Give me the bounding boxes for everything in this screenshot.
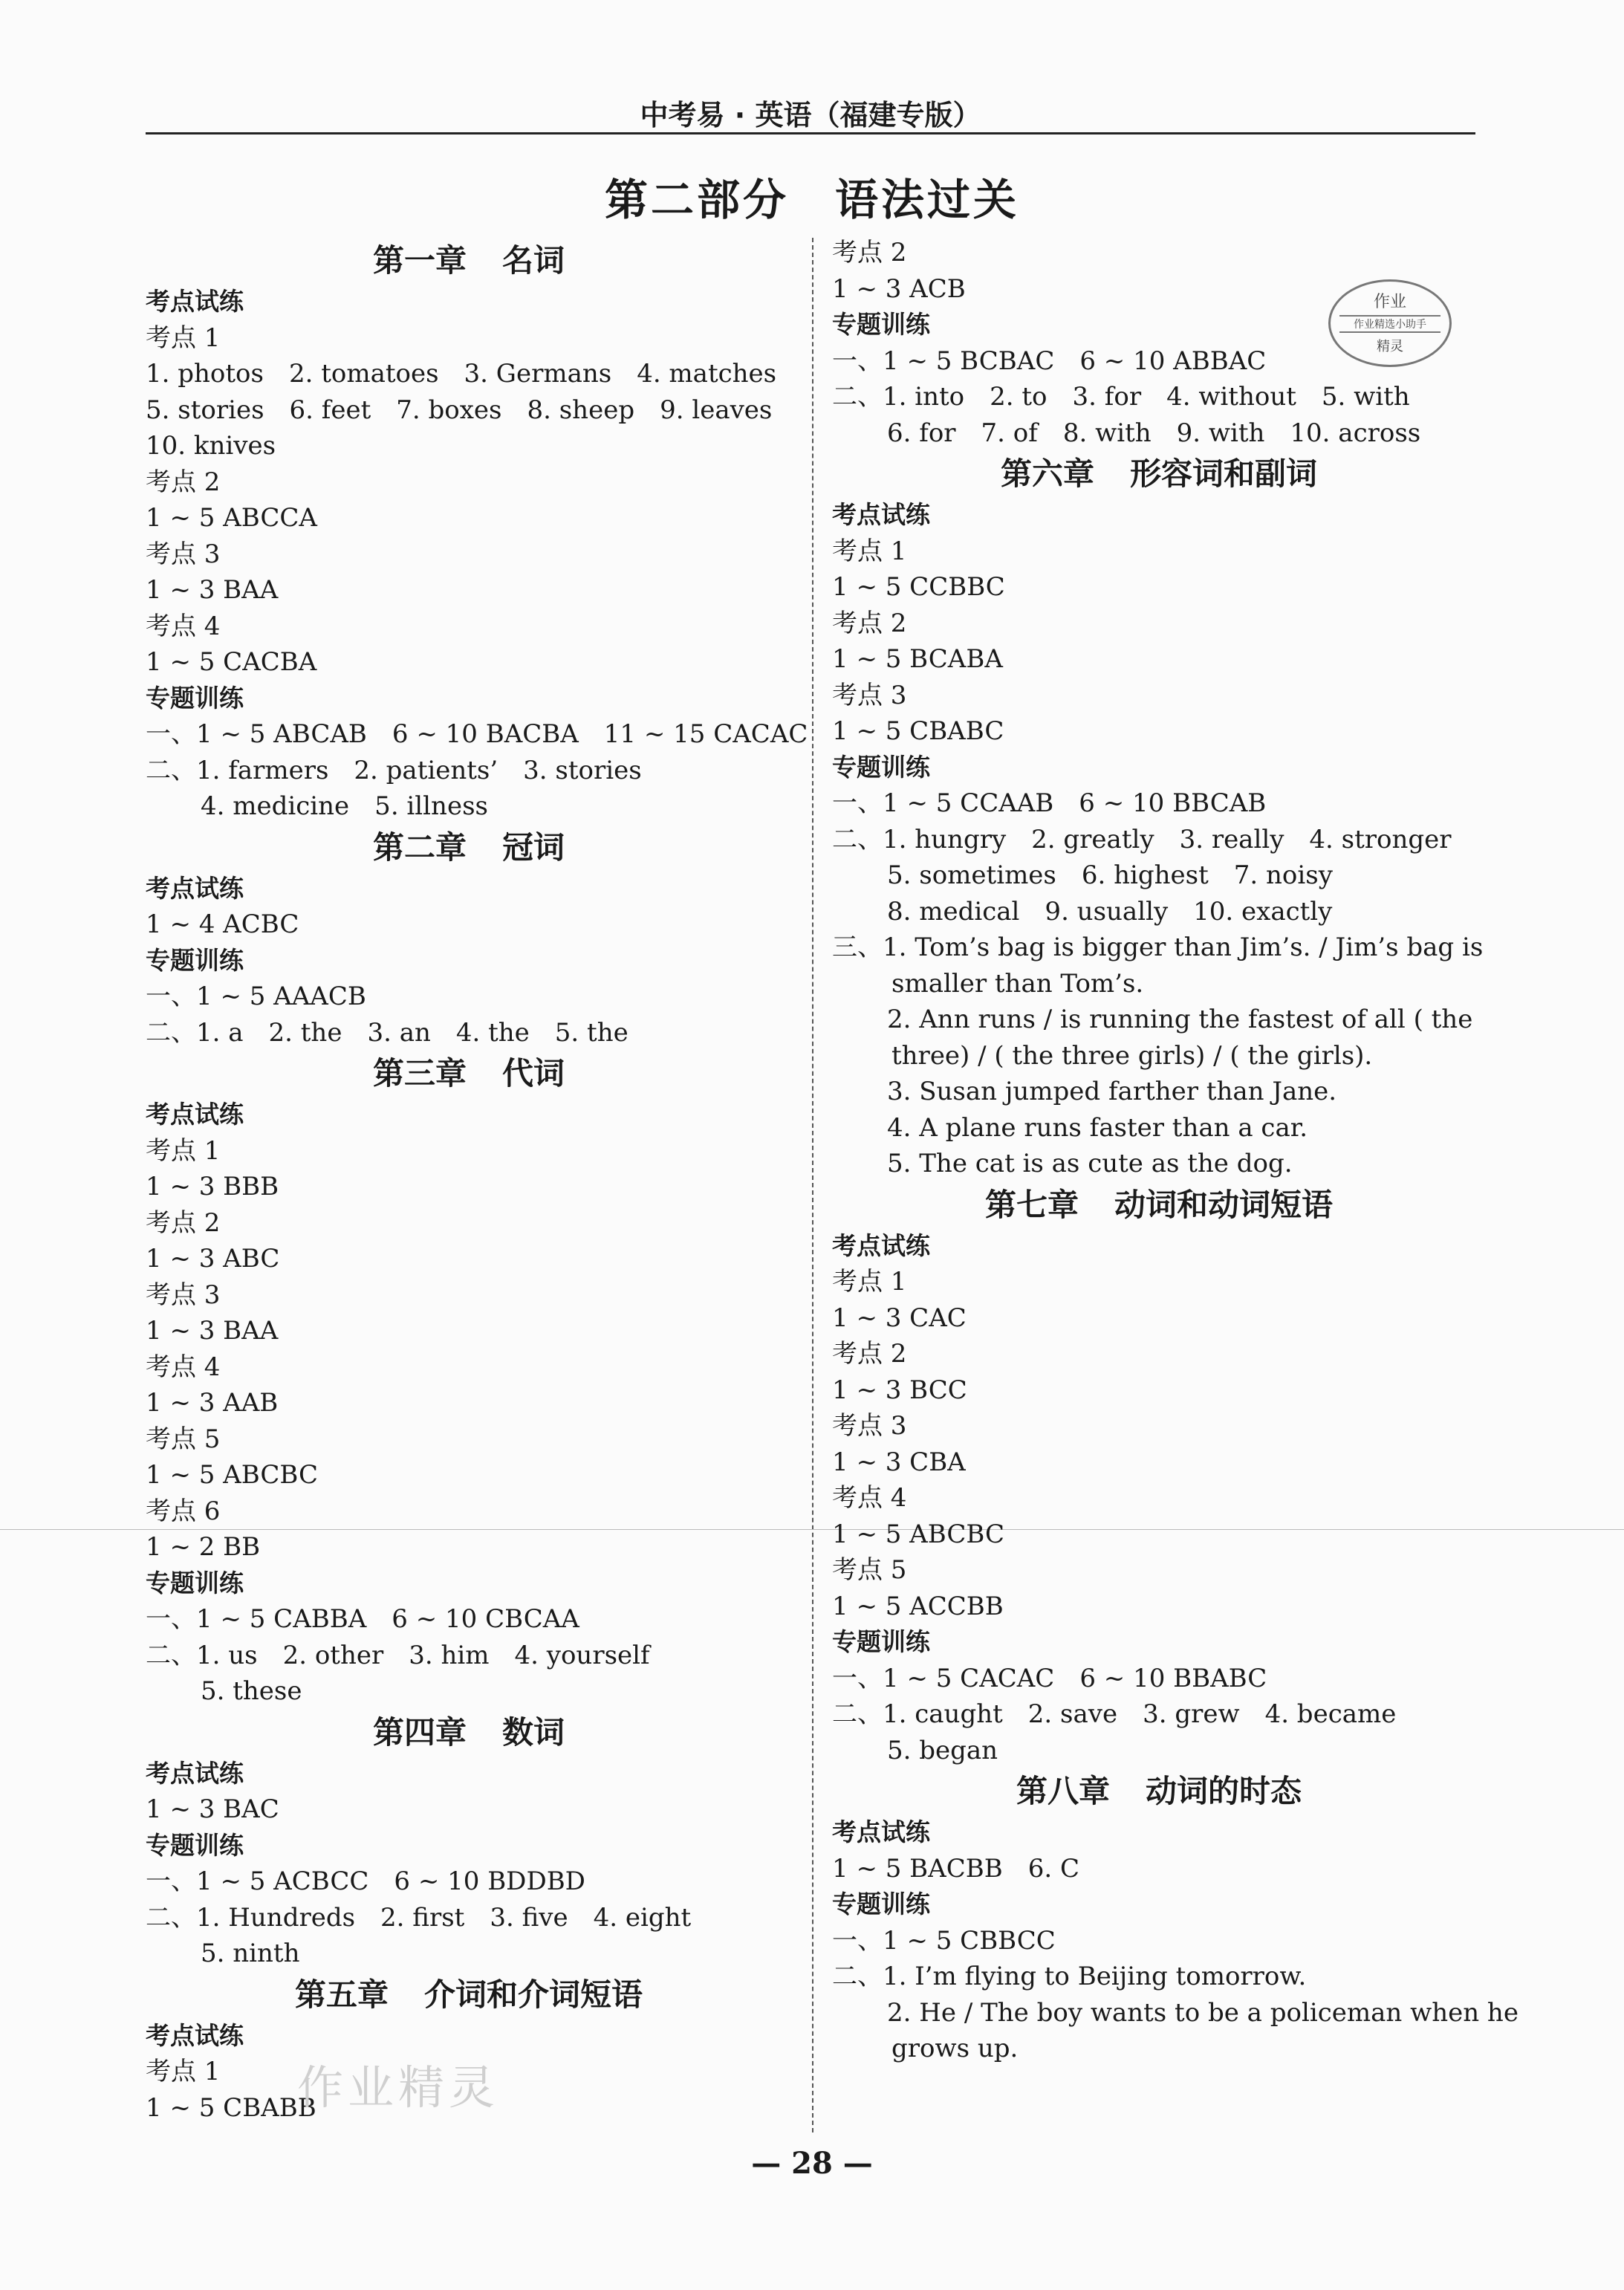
chapter-2-title: 第二章 冠词 bbox=[372, 828, 565, 866]
answer-line: 一、1 ~ 5 BCBAC 6 ~ 10 ABBAC bbox=[832, 346, 1267, 376]
point-label: 考点 2 bbox=[146, 467, 221, 497]
answer-line: 1 ~ 5 ABCBC bbox=[146, 1460, 318, 1490]
answer-line: 4. A plane runs faster than a car. bbox=[887, 1112, 1308, 1143]
section-heading: 考点试练 bbox=[146, 1100, 244, 1129]
answer-line: 1 ~ 3 BAC bbox=[146, 1794, 279, 1824]
section-heading: 考点试练 bbox=[832, 1230, 930, 1260]
answer-line: three) / ( the three girls) / ( the girls). bbox=[891, 1040, 1373, 1071]
watermark: 作业精灵 bbox=[297, 2060, 500, 2115]
point-label: 考点 2 bbox=[832, 608, 907, 638]
answer-line: 5. The cat is as cute as the dog. bbox=[887, 1149, 1293, 1178]
answer-line: 5. sometimes 6. highest 7. noisy bbox=[887, 860, 1333, 890]
answer-line: 2. Ann runs / is running the fastest of all ( the bbox=[887, 1005, 1473, 1034]
section-heading: 考点试练 bbox=[832, 500, 930, 529]
section-heading: 专题训练 bbox=[832, 1627, 930, 1656]
section-heading: 考点试练 bbox=[146, 873, 244, 903]
answer-line: 1 ~ 5 CBABB bbox=[146, 2092, 316, 2123]
point-label: 考点 3 bbox=[832, 1411, 907, 1441]
answer-line: 1 ~ 3 CAC bbox=[832, 1303, 967, 1333]
chapter-3-title: 第三章 代词 bbox=[372, 1055, 565, 1092]
answer-line: 1 ~ 5 BCABA bbox=[832, 644, 1003, 674]
section-heading: 专题训练 bbox=[832, 752, 930, 782]
section-heading: 专题训练 bbox=[146, 945, 244, 975]
answer-line: smaller than Tom’s. bbox=[891, 968, 1144, 999]
answer-line: 二、1. Hundreds 2. first 3. five 4. eight bbox=[146, 1902, 692, 1933]
answer-line: 二、1. us 2. other 3. him 4. yourself bbox=[146, 1640, 650, 1670]
point-label: 考点 3 bbox=[832, 680, 907, 710]
section-heading: 专题训练 bbox=[832, 1890, 930, 1918]
answer-line: 1 ~ 5 ACCBB bbox=[832, 1591, 1004, 1621]
answer-line: 1 ~ 3 BCC bbox=[832, 1375, 967, 1405]
answer-line: 1 ~ 5 ABCBC bbox=[832, 1519, 1004, 1549]
answer-line: 1 ~ 5 ABCCA bbox=[146, 503, 317, 533]
answer-line: 5. these bbox=[201, 1676, 302, 1706]
header-rule bbox=[146, 132, 1475, 134]
answer-line: 1 ~ 5 CCBBC bbox=[832, 572, 1005, 602]
chapter-1-title: 第一章 名词 bbox=[372, 242, 565, 279]
point-label: 考点 1 bbox=[832, 1267, 907, 1297]
chapter-4-title: 第四章 数词 bbox=[372, 1713, 565, 1751]
part-title: 第二部分 语法过关 bbox=[604, 175, 1019, 225]
right-column bbox=[832, 235, 1519, 2067]
answer-line: 1 ~ 5 CACBA bbox=[146, 647, 317, 677]
answer-line: 二、1. a 2. the 3. an 4. the 5. the bbox=[146, 1017, 629, 1048]
stamp-line1: 作业 bbox=[1373, 293, 1406, 311]
answer-line: 一、1 ~ 5 AAACB bbox=[146, 982, 366, 1011]
point-label: 考点 4 bbox=[146, 1352, 221, 1382]
answer-line: 1 ~ 3 ACB bbox=[832, 273, 966, 304]
answer-line: 1 ~ 3 AAB bbox=[146, 1388, 279, 1418]
answer-line: 1 ~ 2 BB bbox=[146, 1532, 261, 1562]
answer-line: grows up. bbox=[891, 2034, 1019, 2063]
point-label: 考点 3 bbox=[146, 1279, 221, 1310]
point-label: 考点 4 bbox=[832, 1483, 907, 1513]
point-label: 考点 1 bbox=[146, 322, 221, 353]
point-label: 考点 6 bbox=[146, 1496, 221, 1526]
point-label: 考点 3 bbox=[146, 539, 221, 569]
answer-line: 三、1. Tom’s bag is bigger than Jim’s. / Jim’s bag is bbox=[832, 932, 1484, 962]
answer-line: 一、1 ~ 5 CACAC 6 ~ 10 BBABC bbox=[832, 1663, 1267, 1693]
answer-line: 5. stories 6. feet 7. boxes 8. sheep 9. leaves bbox=[146, 395, 773, 425]
answer-line: 一、1 ~ 5 CABBA 6 ~ 10 CBCAA bbox=[146, 1604, 579, 1634]
running-header: 中考易 · 英语（福建专版） bbox=[640, 99, 981, 132]
answer-line: 二、1. farmers 2. patients’ 3. stories bbox=[146, 755, 642, 785]
answer-line: 一、1 ~ 5 ACBCC 6 ~ 10 BDDBD bbox=[146, 1866, 585, 1896]
section-heading: 考点试练 bbox=[146, 287, 244, 316]
answer-line: 二、1. into 2. to 3. for 4. without 5. with bbox=[832, 382, 1410, 412]
section-heading: 专题训练 bbox=[146, 1830, 244, 1860]
page-number: — 28 — bbox=[751, 2146, 873, 2181]
answer-line: 二、1. I’m flying to Beijing tomorrow. bbox=[832, 1962, 1307, 1991]
chapter-8-title: 第八章 动词的时态 bbox=[1016, 1773, 1302, 1809]
section-heading: 考点试练 bbox=[146, 1758, 244, 1788]
answer-line: 二、1. hungry 2. greatly 3. really 4. stronger bbox=[832, 824, 1452, 854]
answer-line: 1 ~ 3 BAA bbox=[146, 575, 279, 605]
answer-line: 1 ~ 3 ABC bbox=[146, 1244, 280, 1274]
answer-line: 1. photos 2. tomatoes 3. Germans 4. matches bbox=[146, 359, 777, 389]
chapter-6-title: 第六章 形容词和副词 bbox=[1000, 455, 1318, 492]
answer-line: 1 ~ 5 CBABC bbox=[832, 716, 1004, 746]
answer-line: 6. for 7. of 8. with 9. with 10. across bbox=[887, 418, 1421, 448]
section-heading: 考点试练 bbox=[146, 2020, 244, 2050]
answer-line: 一、1 ~ 5 CCAAB 6 ~ 10 BBCAB bbox=[832, 788, 1267, 818]
answer-line: 1 ~ 3 BBB bbox=[146, 1172, 279, 1201]
section-heading: 专题训练 bbox=[146, 1568, 244, 1598]
answer-line: 8. medical 9. usually 10. exactly bbox=[887, 896, 1333, 927]
point-label: 考点 1 bbox=[146, 1135, 221, 1166]
point-label: 考点 4 bbox=[146, 611, 221, 641]
stamp-line2: 作业精选小助手 bbox=[1339, 315, 1441, 333]
answer-line: 一、1 ~ 5 CBBCC bbox=[832, 1925, 1056, 1956]
stamp-line3: 精灵 bbox=[1377, 339, 1403, 354]
point-label: 考点 5 bbox=[832, 1555, 907, 1585]
answer-line: 5. ninth bbox=[201, 1939, 300, 1968]
answer-line: 1 ~ 3 BAA bbox=[146, 1316, 279, 1346]
point-label: 考点 2 bbox=[832, 1339, 907, 1369]
answer-line: 1 ~ 3 CBA bbox=[832, 1447, 966, 1477]
answer-line: 4. medicine 5. illness bbox=[201, 791, 488, 821]
answer-line: 2. He / The boy wants to be a policeman when he bbox=[887, 1997, 1519, 2028]
section-heading: 专题训练 bbox=[146, 683, 244, 713]
section-heading: 专题训练 bbox=[832, 310, 930, 339]
point-label: 考点 1 bbox=[832, 536, 907, 566]
left-column bbox=[146, 238, 808, 2126]
point-label: 考点 5 bbox=[146, 1424, 221, 1454]
column-divider bbox=[812, 238, 813, 2132]
section-heading: 考点试练 bbox=[832, 1817, 930, 1846]
answer-line: 10. knives bbox=[146, 431, 276, 461]
answer-line: 二、1. caught 2. save 3. grew 4. became bbox=[832, 1699, 1397, 1729]
point-label: 考点 1 bbox=[146, 2057, 221, 2086]
answer-line: 5. began bbox=[887, 1735, 998, 1765]
answer-line: 1 ~ 4 ACBC bbox=[146, 909, 299, 939]
chapter-5-title: 第五章 介词和介词短语 bbox=[294, 1976, 643, 2013]
answer-line: 3. Susan jumped farther than Jane. bbox=[887, 1077, 1337, 1106]
point-label: 考点 2 bbox=[146, 1207, 221, 1238]
point-label: 考点 2 bbox=[832, 238, 907, 267]
chapter-7-title: 第七章 动词和动词短语 bbox=[984, 1186, 1334, 1223]
answer-line: 1 ~ 5 BACBB 6. C bbox=[832, 1853, 1079, 1884]
answer-line: 一、1 ~ 5 ABCAB 6 ~ 10 BACBA 11 ~ 15 CACAC bbox=[146, 719, 808, 749]
